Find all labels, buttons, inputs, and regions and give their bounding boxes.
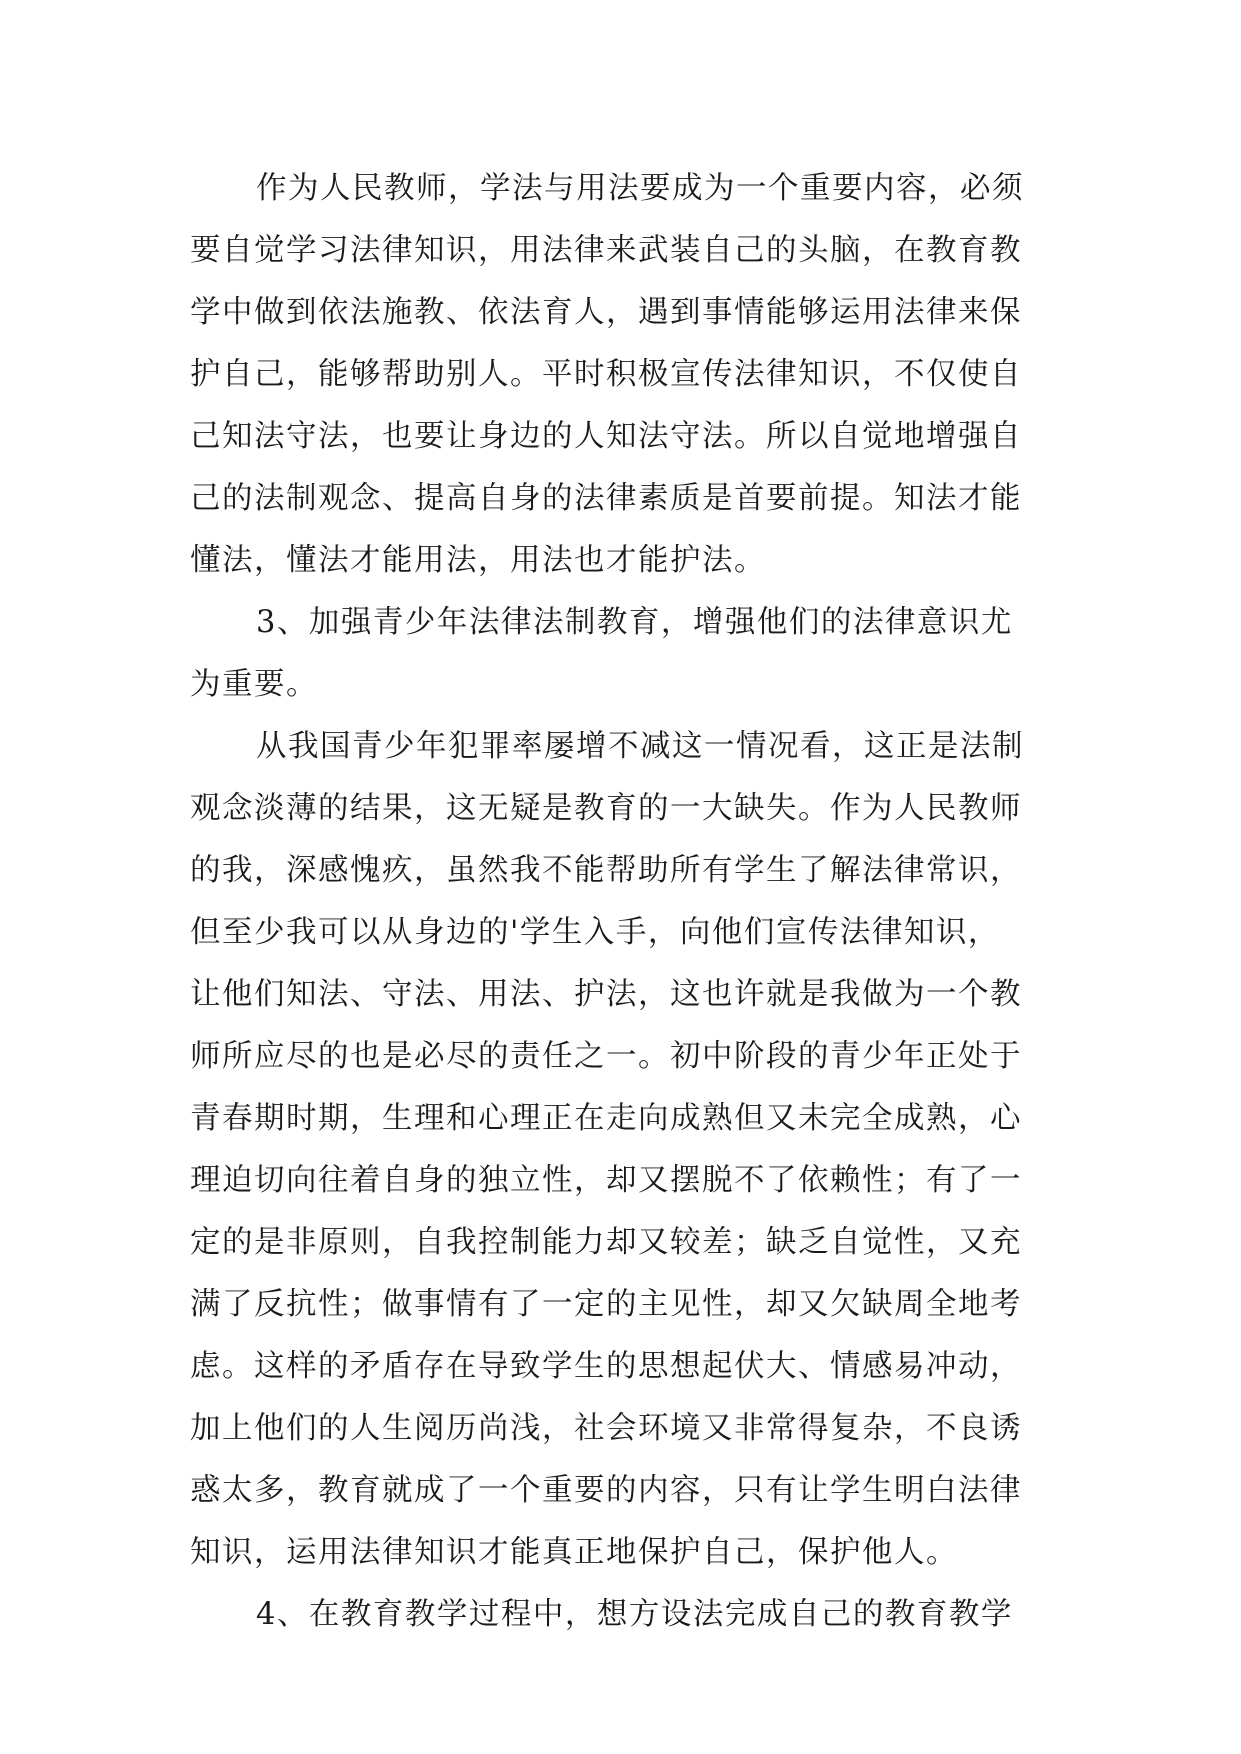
text-line: 理迫切向往着自身的独立性，却又摆脱不了依赖性；有了一 bbox=[190, 1163, 1022, 1198]
paragraph-4 bbox=[190, 1584, 1070, 1646]
text-line: 观念淡薄的结果，这无疑是教育的一大缺失。作为人民教师 bbox=[190, 791, 1022, 826]
text-line: 从我国青少年犯罪率屡增不减这一情况看，这正是法制 bbox=[256, 729, 1024, 764]
text-line: 己的法制观念、提高自身的法律素质是首要前提。知法才能 bbox=[190, 481, 1022, 516]
text-line: 知识，运用法律知识才能真正地保护自己，保护他人。 bbox=[190, 1535, 958, 1570]
text-line: 的我，深感愧疚，虽然我不能帮助所有学生了解法律常识， bbox=[190, 853, 1022, 888]
paragraph-3 bbox=[190, 716, 1070, 1584]
text-line: 虑。这样的矛盾存在导致学生的思想起伏大、情感易冲动， bbox=[190, 1349, 1022, 1384]
text-line: 3、加强青少年法律法制教育，增强他们的法律意识尤 bbox=[256, 605, 1013, 640]
paragraph-2 bbox=[190, 592, 1070, 716]
text-line: 惑太多，教育就成了一个重要的内容，只有让学生明白法律 bbox=[190, 1473, 1022, 1508]
text-line: 青春期时期，生理和心理正在走向成熟但又未完全成熟，心 bbox=[190, 1101, 1022, 1136]
text-line: 学中做到依法施教、依法育人，遇到事情能够运用法律来保 bbox=[190, 295, 1022, 330]
text-line: 懂法，懂法才能用法，用法也才能护法。 bbox=[190, 543, 766, 578]
paragraph-1 bbox=[190, 158, 1070, 592]
text-line: 作为人民教师，学法与用法要成为一个重要内容，必须 bbox=[256, 171, 1024, 206]
text-line: 要自觉学习法律知识，用法律来武装自己的头脑，在教育教 bbox=[190, 233, 1022, 268]
text-line: 定的是非原则，自我控制能力却又较差；缺乏自觉性，又充 bbox=[190, 1225, 1022, 1260]
text-line: 为重要。 bbox=[190, 667, 318, 702]
text-line: 让他们知法、守法、用法、护法，这也许就是我做为一个教 bbox=[190, 977, 1022, 1012]
text-line: 4、在教育教学过程中，想方设法完成自己的教育教学 bbox=[256, 1597, 1013, 1632]
text-line: 护自己，能够帮助别人。平时积极宣传法律知识，不仅使自 bbox=[190, 357, 1022, 392]
document-body bbox=[190, 158, 1070, 1646]
text-line: 但至少我可以从身边的'学生入手，向他们宣传法律知识， bbox=[190, 915, 1000, 950]
text-line: 师所应尽的也是必尽的责任之一。初中阶段的青少年正处于 bbox=[190, 1039, 1022, 1074]
text-line: 己知法守法，也要让身边的人知法守法。所以自觉地增强自 bbox=[190, 419, 1022, 454]
text-line: 加上他们的人生阅历尚浅，社会环境又非常得复杂，不良诱 bbox=[190, 1411, 1022, 1446]
text-line: 满了反抗性；做事情有了一定的主见性，却又欠缺周全地考 bbox=[190, 1287, 1022, 1322]
